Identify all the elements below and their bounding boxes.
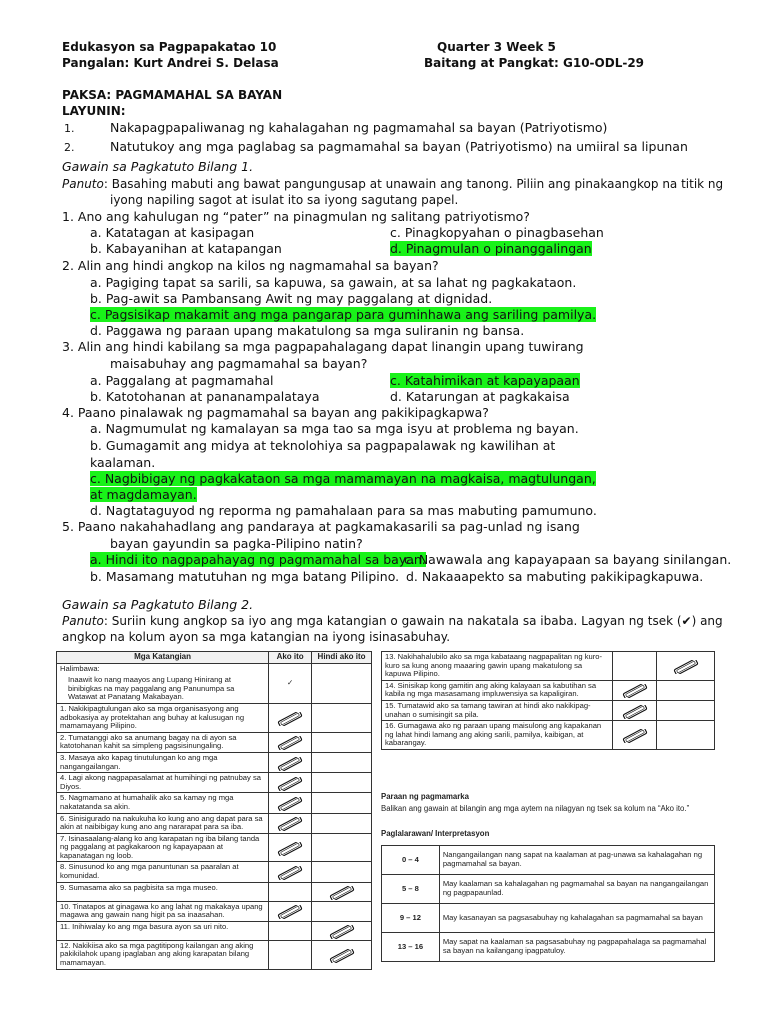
q2-option-b: b. Pag-awit sa Pambansang Awit ng may paggalang at dignidad. xyxy=(90,291,493,306)
trait-text: 14. Sinisikap kong gamitin ang aking kalayaan sa kabutihan sa kabila ng mga masasamang impluwensiya sa kapaligiran. xyxy=(382,680,613,700)
q1-option-c: c. Pinagkopyahan o pinagbasehan xyxy=(390,225,604,240)
checkbox-mark-icon xyxy=(272,712,308,726)
ako-ito-cell[interactable] xyxy=(269,921,312,940)
objective-number: 1. xyxy=(64,122,75,135)
student-name: Pangalan: Kurt Andrei S. Delasa xyxy=(62,56,279,70)
objective-number: 2. xyxy=(64,141,75,154)
ako-ito-cell[interactable] xyxy=(269,773,312,793)
score-range: 9 – 12 xyxy=(382,904,440,933)
activity1-instructions-cont: iyong napiling sagot at isulat ito sa iyong sagutang papel. xyxy=(110,193,459,207)
trait-text: 8. Sinusunod ko ang mga panuntunan sa paaralan at komunidad. xyxy=(57,862,269,882)
ako-ito-cell[interactable] xyxy=(269,882,312,901)
ako-ito-cell[interactable] xyxy=(269,940,312,969)
activity2-title: Gawain sa Pagkatuto Bilang 2. xyxy=(62,597,254,612)
example-text: Inaawit ko nang maayos ang Lupang Hinirang at binibigkas na may paggalang ang Panunumpa sa Watawat at Panatang Makabayan. xyxy=(68,675,235,702)
question-3-cont: maisabuhay ang pagmamahal sa bayan? xyxy=(110,356,368,371)
trait-row xyxy=(57,862,372,882)
ako-ito-cell[interactable] xyxy=(269,833,312,862)
hindi-ako-ito-cell[interactable] xyxy=(312,862,372,882)
trait-row xyxy=(382,652,715,681)
trait-text: 11. Inihiwalay ko ang mga basura ayon sa uri nito. xyxy=(57,921,269,940)
q3-option-c-answer: c. Katahimikan at kapayapaan xyxy=(390,373,580,388)
trait-row xyxy=(382,700,715,720)
hindi-ako-ito-cell[interactable] xyxy=(312,752,372,772)
hindi-ako-ito-cell[interactable] xyxy=(312,813,372,833)
q4-option-a: a. Nagmumulat ng kamalayan sa mga tao sa mga isyu at problema ng bayan. xyxy=(90,421,579,436)
q1-option-b: b. Kabayanihan at katapangan xyxy=(90,241,282,256)
trait-row xyxy=(57,752,372,772)
panuto-label: Panuto xyxy=(62,614,104,628)
hindi-ako-ito-cell[interactable] xyxy=(312,773,372,793)
scoring-text: Balikan ang gawain at bilangin ang mga aytem na nilagyan ng tsek sa kolum na “Ako ito.” xyxy=(381,804,690,813)
ako-ito-cell[interactable] xyxy=(269,901,312,921)
activity2-instructions-cont: angkop na kolum ayon sa mga katangian na iyong isinasabuhay. xyxy=(62,630,451,644)
trait-row xyxy=(57,833,372,862)
checkbox-mark-icon xyxy=(315,886,368,900)
question-5: 5. Paano nakahahadlang ang pandaraya at pagkamakasarili sa pag-unlad ng isang xyxy=(62,519,580,534)
q5-option-d: d. Nakaaapekto sa mabuting pakikipagkapuwa. xyxy=(406,569,704,584)
hindi-ako-ito-cell[interactable] xyxy=(312,921,372,940)
trait-text: 16. Gumagawa ako ng paraan upang maisulong ang kapakanan ng lahat hindi lamang ang aking sarili, pamilya, kaibigan, at kabarangay. xyxy=(382,721,613,750)
activity1-instructions xyxy=(62,177,723,191)
checkbox-mark-icon xyxy=(616,729,653,743)
column-header-hindi-ako-ito: Hindi ako ito xyxy=(312,652,372,664)
hindi-ako-ito-cell[interactable] xyxy=(312,901,372,921)
checkbox-mark-icon xyxy=(272,757,308,771)
interpretation-row xyxy=(382,933,715,962)
hindi-ako-ito-cell[interactable] xyxy=(657,721,715,750)
hindi-ako-ito-cell[interactable] xyxy=(312,833,372,862)
traits-table-left xyxy=(56,651,372,970)
q3-option-a: a. Paggalang at pagmamahal xyxy=(90,373,274,388)
example-row xyxy=(57,663,372,703)
activity1-title: Gawain sa Pagkatuto Bilang 1. xyxy=(62,159,254,174)
interpretation-row xyxy=(382,846,715,875)
objective-text: Nakapagpapaliwanag ng kahalagahan ng pagmamahal sa bayan (Patriyotismo) xyxy=(110,120,608,135)
q5-option-a-answer: a. Hindi ito nagpapahayag ng pagmamahal sa bayan. xyxy=(90,552,426,567)
question-4: 4. Paano pinalawak ng pagmamahal sa bayan ang pakikipagkapwa? xyxy=(62,405,489,420)
score-range: 5 – 8 xyxy=(382,875,440,904)
trait-text: 7. Isinasaalang-alang ko ang karapatan ng iba bilang tanda ng paggalang at pagkakaroon ng kapayapaan at kapanatagan ng loob. xyxy=(57,833,269,862)
q5-option-b: b. Masamang matutuhan ng mga batang Pilipino. xyxy=(90,569,400,584)
question-2: 2. Alin ang hindi angkop na kilos ng nagmamahal sa bayan? xyxy=(62,258,439,273)
q2-option-a: a. Pagiging tapat sa sarili, sa kapuwa, sa gawain, at sa lahat ng pagkakataon. xyxy=(90,275,577,290)
trait-text: 10. Tinatapos at ginagawa ko ang lahat ng makakaya upang magawa ang gawain nang higit pa sa inaasahan. xyxy=(57,901,269,921)
q5-option-c: c. Nawawala ang kapayapaan sa bayang sinilangan. xyxy=(404,552,732,567)
hindi-ako-ito-cell[interactable] xyxy=(657,652,715,681)
hindi-ako-ito-cell[interactable] xyxy=(657,700,715,720)
panuto-text: : Suriin kung angkop sa iyo ang mga katangian o gawain na nakatala sa ibaba. Lagyan ng tsek (✔) ang xyxy=(103,614,723,628)
q1-option-d-answer: d. Pinagmulan o pinanggalingan xyxy=(390,241,592,256)
question-5-cont: bayan gayundin sa pagka-Pilipino natin? xyxy=(110,536,363,551)
trait-row xyxy=(382,680,715,700)
trait-row xyxy=(57,882,372,901)
trait-row xyxy=(57,901,372,921)
checkbox-mark-icon xyxy=(315,949,368,963)
trait-text: 2. Tumatanggi ako sa anumang bagay na di ayon sa katotohanan kahit sa simpleng pagsisinungaling. xyxy=(57,732,269,752)
ako-ito-cell[interactable] xyxy=(613,721,657,750)
checkbox-mark-icon xyxy=(616,684,653,698)
score-description: Nangangailangan nang sapat na kaalaman at pag-unawa sa kahalagahan ng pagmamahal sa bayan. xyxy=(439,846,714,875)
trait-row xyxy=(382,721,715,750)
question-1: 1. Ano ang kahulugan ng “pater” na pinagmulan ng salitang patriyotismo? xyxy=(62,209,530,224)
score-range: 0 – 4 xyxy=(382,846,440,875)
hindi-ako-ito-cell[interactable] xyxy=(312,940,372,969)
panuto-text: : Basahing mabuti ang bawat pangungusap at unawain ang tanong. Piliin ang pinakaangkop na titik ng xyxy=(103,177,724,191)
hindi-ako-ito-cell[interactable] xyxy=(312,732,372,752)
trait-row xyxy=(57,793,372,813)
scoring-title: Paraan ng pagmamarka xyxy=(381,792,469,801)
trait-row xyxy=(57,703,372,732)
trait-text: 9. Sumasama ako sa pagbisita sa mga museo. xyxy=(57,882,269,901)
q4-option-c-answer-cont: at magdamayan. xyxy=(90,487,197,502)
interpretation-row xyxy=(382,875,715,904)
trait-text: 4. Lagi akong nagpapasalamat at humihingi ng patnubay sa Diyos. xyxy=(57,773,269,793)
ako-ito-cell[interactable] xyxy=(613,652,657,681)
score-description: May sapat na kaalaman sa pagsasabuhay ng pagpapahalaga sa pagmamahal sa bayan na kailangang ipagpatuloy. xyxy=(439,933,714,962)
ako-ito-cell[interactable] xyxy=(269,793,312,813)
checkbox-mark-icon xyxy=(315,925,368,939)
score-description: May kasanayan sa pagsasabuhay ng kahalagahan sa pagmamahal sa bayan xyxy=(439,904,714,933)
checkbox-mark-icon xyxy=(272,797,308,811)
trait-text: 1. Nakikipagtulungan ako sa mga organisasyong ang adbokasiya ay protektahan ang buhay at kalusugan ng mamamayang Pilipino. xyxy=(57,703,269,732)
hindi-ako-ito-cell[interactable] xyxy=(312,703,372,732)
q4-option-b-cont: kaalaman. xyxy=(90,455,156,470)
grade-section: Baitang at Pangkat: G10-ODL-29 xyxy=(424,56,645,70)
trait-text: 13. Nakihahalubilo ako sa mga kabataang nagpapalitan ng kuro-kuro sa kung anong maaaring gawin upang makatulong sa kapuwa Pilipino. xyxy=(382,652,613,681)
objectives-label: LAYUNIN: xyxy=(62,104,126,118)
ako-ito-cell[interactable] xyxy=(269,732,312,752)
q1-option-a: a. Katatagan at kasipagan xyxy=(90,225,255,240)
trait-row xyxy=(57,921,372,940)
interpretation-table xyxy=(381,845,715,962)
q3-option-b: b. Katotohanan at pananampalataya xyxy=(90,389,320,404)
trait-text: 5. Nagmamano at humahalik ako sa kamay ng mga nakatatanda sa akin. xyxy=(57,793,269,813)
example-check-mark: ✓ xyxy=(269,663,312,703)
q4-option-b: b. Gumagamit ang midya at teknolohiya sa pagpapalawak ng kawilihan at xyxy=(90,438,556,453)
activity2-instructions xyxy=(62,614,723,628)
ako-ito-cell[interactable] xyxy=(269,813,312,833)
hindi-ako-ito-cell[interactable] xyxy=(312,882,372,901)
quarter-label: Quarter 3 Week 5 xyxy=(437,40,556,54)
hindi-ako-ito-cell[interactable] xyxy=(312,793,372,813)
example-label: Halimbawa: xyxy=(60,663,100,673)
checkbox-mark-icon xyxy=(616,705,653,719)
q4-option-d: d. Nagtataguyod ng reporma ng pamahalaan para sa mas mabuting pamumuno. xyxy=(90,503,597,518)
checkbox-mark-icon xyxy=(272,736,308,750)
trait-row xyxy=(57,773,372,793)
checkbox-mark-icon xyxy=(272,777,308,791)
score-description: May kaalaman sa kahalagahan ng pagmamahal sa bayan na nangangailangan ng pagpapaunlad. xyxy=(439,875,714,904)
trait-row xyxy=(57,732,372,752)
ako-ito-cell[interactable] xyxy=(613,700,657,720)
trait-text: 6. Sinisigurado na nakukuha ko kung ano ang dapat para sa akin at naibibigay kung ano ang nararapat para sa iba. xyxy=(57,813,269,833)
q2-option-d: d. Paggawa ng paraan upang makatulong sa mga suliranin ng bansa. xyxy=(90,323,525,338)
subject-title: Edukasyon sa Pagpapakatao 10 xyxy=(62,40,277,54)
question-3: 3. Alin ang hindi kabilang sa mga pagpapahalagang dapat linangin upang tuwirang xyxy=(62,339,584,354)
objective-text: Natutukoy ang mga paglabag sa pagmamahal sa bayan (Patriyotismo) na umiiral sa lipunan xyxy=(110,139,688,154)
q3-option-d: d. Katarungan at pagkakaisa xyxy=(390,389,570,404)
q2-option-c-answer: c. Pagsisikap makamit ang mga pangarap para guminhawa ang sariling pamilya. xyxy=(90,307,597,322)
panuto-label: Panuto xyxy=(62,177,104,191)
trait-text: 3. Masaya ako kapag tinutulungan ko ang mga nangangailangan. xyxy=(57,752,269,772)
example-empty-cell xyxy=(312,663,372,703)
q4-option-c-answer: c. Nagbibigay ng pagkakataon sa mga mamamayan na magkaisa, magtulungan, xyxy=(90,471,596,486)
trait-row xyxy=(57,813,372,833)
checkbox-mark-icon xyxy=(272,866,308,880)
ako-ito-cell[interactable] xyxy=(269,703,312,732)
topic-title: PAKSA: PAGMAMAHAL SA BAYAN xyxy=(62,88,283,102)
example-cell xyxy=(57,663,269,703)
ako-ito-cell[interactable] xyxy=(269,862,312,882)
ako-ito-cell[interactable] xyxy=(269,752,312,772)
ako-ito-cell[interactable] xyxy=(613,680,657,700)
interpretation-row xyxy=(382,904,715,933)
column-header-ako-ito: Ako ito xyxy=(269,652,312,664)
checkbox-mark-icon xyxy=(272,842,308,856)
trait-text: 12. Nakikiisa ako sa mga pagtitipong kailangan ang aking pakikilahok upang ipaglaban ang aking karapatan bilang mamamayan. xyxy=(57,940,269,969)
score-range: 13 – 16 xyxy=(382,933,440,962)
hindi-ako-ito-cell[interactable] xyxy=(657,680,715,700)
trait-text: 15. Tumatawid ako sa tamang tawiran at hindi ako nakikipag-unahan o sumisingit sa pila. xyxy=(382,700,613,720)
traits-table-right xyxy=(381,651,715,750)
checkbox-mark-icon xyxy=(272,905,308,919)
checkbox-mark-icon xyxy=(660,660,711,674)
checkbox-mark-icon xyxy=(272,817,308,831)
interpretation-title: Paglalarawan/ Interpretasyon xyxy=(381,829,490,838)
column-header-traits: Mga Katangian xyxy=(57,652,269,664)
trait-row xyxy=(57,940,372,969)
